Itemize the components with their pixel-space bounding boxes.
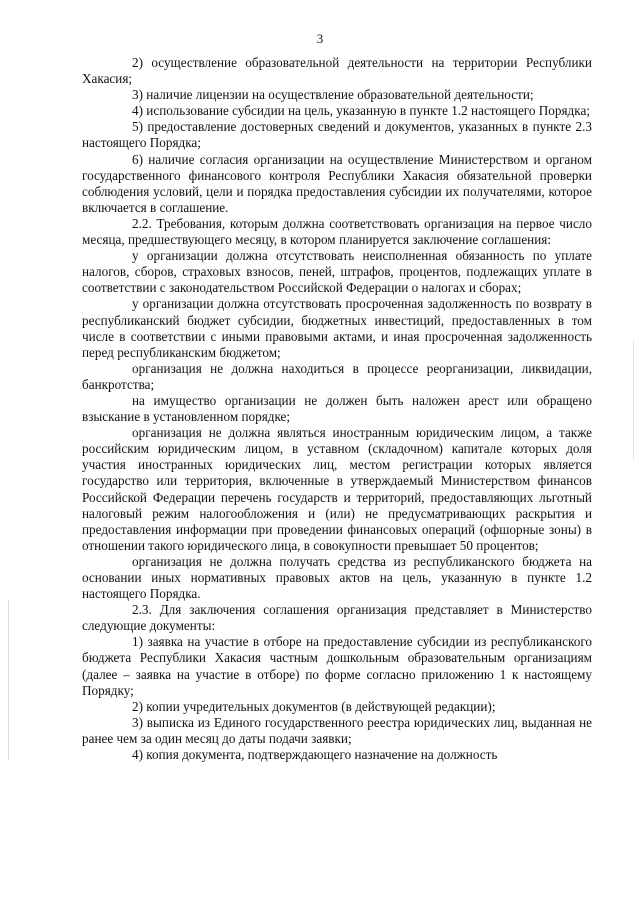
paragraph: 4) копия документа, подтверждающего назначение на должность bbox=[132, 747, 498, 763]
paragraph: у организации должна отсутствовать неисполненная обязанность по уплате налогов, сборов, страховых взносов, пеней, штрафов, процентов, подлежащих уплате в соответствии с законодательством Российской Федерации о налогах и сборах; bbox=[82, 248, 592, 296]
paragraph: 3) выписка из Единого государственного реестра юридических лиц, выданная не ранее чем за один месяц до даты подачи заявки; bbox=[82, 714, 592, 746]
paragraph: 6) наличие согласия организации на осуществление Министерством и органом государственного финансового контроля Республики Хакасия обязательной проверки соблюдения условий, цели и порядка предоставления субсидии их получателями, которое включается в соглашение. bbox=[82, 151, 592, 215]
paragraph: у организации должна отсутствовать просроченная задолженность по возврату в республиканский бюджет субсидии, бюджетных инвестиций, предоставленных в том числе в соответствии с иными правовыми актами, и иная просроченная задолженность перед республиканским бюджетом; bbox=[82, 296, 592, 360]
paragraph: 4) использование субсидии на цель, указанную в пункте 1.2 настоящего Порядка; bbox=[132, 103, 590, 119]
paragraph: 2) копии учредительных документов (в действующей редакции); bbox=[132, 698, 496, 714]
paragraph: организация не должна являться иностранным юридическим лицом, а также российским юридическим лицом, в уставном (складочном) капитале которых доля участия иностранных юридических лиц, местом регистрации которых является государство или территория, включенные в утверждаемый Министерством финансов Российской Федерации перечень государств и территорий, предоставляющих льготный налоговый режим налогообложения и (или) не предусматривающих раскрытия и предоставления информации при проведении финансовых операций (офшорные зоны) в отношении такого юридического лица, в совокупности превышает 50 процентов; bbox=[82, 425, 592, 553]
section-paragraph: 2.2. Требования, которым должна соответствовать организация на первое число месяца, предшествующего месяцу, в котором планируется заключение соглашения: bbox=[82, 215, 592, 248]
paragraph: на имущество организации не должен быть наложен арест или обращено взыскание в установленном порядке; bbox=[82, 392, 592, 425]
scan-edge-mark bbox=[8, 600, 9, 760]
paragraph: 2) осуществление образовательной деятельности на территории Республики Хакасия; bbox=[82, 55, 592, 87]
document-body bbox=[82, 55, 592, 763]
section-paragraph: 2.3. Для заключения соглашения организация представляет в Министерство следующие документы: bbox=[82, 602, 592, 634]
scan-edge-mark bbox=[633, 340, 634, 460]
paragraph: организация не должна получать средства из республиканского бюджета на основании иных нормативных правовых актов на цель, указанную в пункте 1.2 настоящего Порядка. bbox=[82, 553, 592, 602]
paragraph: 5) предоставление достоверных сведений и документов, указанных в пункте 2.3 настоящего Порядка; bbox=[82, 119, 592, 151]
paragraph: 3) наличие лицензии на осуществление образовательной деятельности; bbox=[132, 87, 534, 103]
paragraph: организация не должна находиться в процессе реорганизации, ликвидации, банкротства; bbox=[82, 360, 592, 392]
page-number: 3 bbox=[316, 31, 324, 46]
paragraph: 1) заявка на участие в отборе на предоставление субсидии из республиканского бюджета Республики Хакасия частным дошкольным образовательным организациям (далее – заявка на участие в отборе) по форме согласно приложению 1 к настоящему Порядку; bbox=[82, 634, 592, 698]
